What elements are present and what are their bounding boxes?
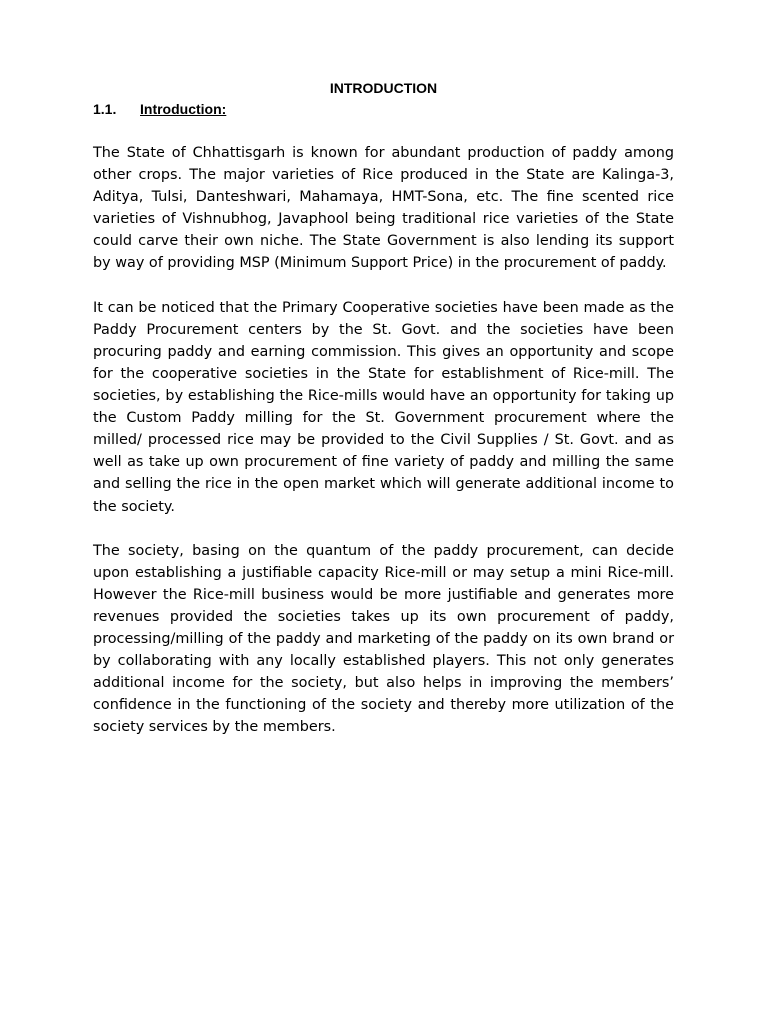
paragraph-2: It can be noticed that the Primary Cooperative societies have been made as the Paddy Procurement centers by the St. Govt. and the societies have been procuring paddy and earning commission. This gives an opportunity and scope for the cooperative societies in the State for establishment of Rice-mill. The societies, by establishing the Rice-mills would have an opportunity for taking up the Custom Paddy milling for the St. Government procurement where the milled/ processed rice may be provided to the Civil Supplies / St. Govt. and as well as take up own procurement of fine variety of paddy and milling the same and selling the rice in the open market which will generate additional income to the society. [93,299,674,515]
section-heading [93,100,226,118]
document-body [93,142,674,761]
section-heading-text: Introduction: [140,101,227,117]
paragraph-1: The State of Chhattisgarh is known for abundant production of paddy among other crops. The major varieties of Rice produced in the State are Kalinga-3, Aditya, Tulsi, Danteshwari, Mahamaya, HMT-Sona, etc. The fine scented rice varieties of Vishnubhog, Javaphool being traditional rice varieties of the State could carve their own niche. The State Government is also lending its support by way of providing MSP (Minimum Support Price) in the procurement of paddy. [93,145,674,272]
document-title: INTRODUCTION [329,80,438,96]
section-number: 1.1. [93,101,117,117]
paragraph-3: The society, basing on the quantum of the paddy procurement, can decide upon establishing a justifiable capacity Rice-mill or may setup a mini Rice-mill. However the Rice-mill business would be more justifiable and generates more revenues provided the societies takes up its own procurement of paddy, processing/milling of the paddy and marketing of the paddy on its own brand or by collaborating with any locally established players. This not only generates additional income for the society, but also helps in improving the members’ confidence in the functioning of the society and thereby more utilization of the society services by the members. [93,542,674,736]
